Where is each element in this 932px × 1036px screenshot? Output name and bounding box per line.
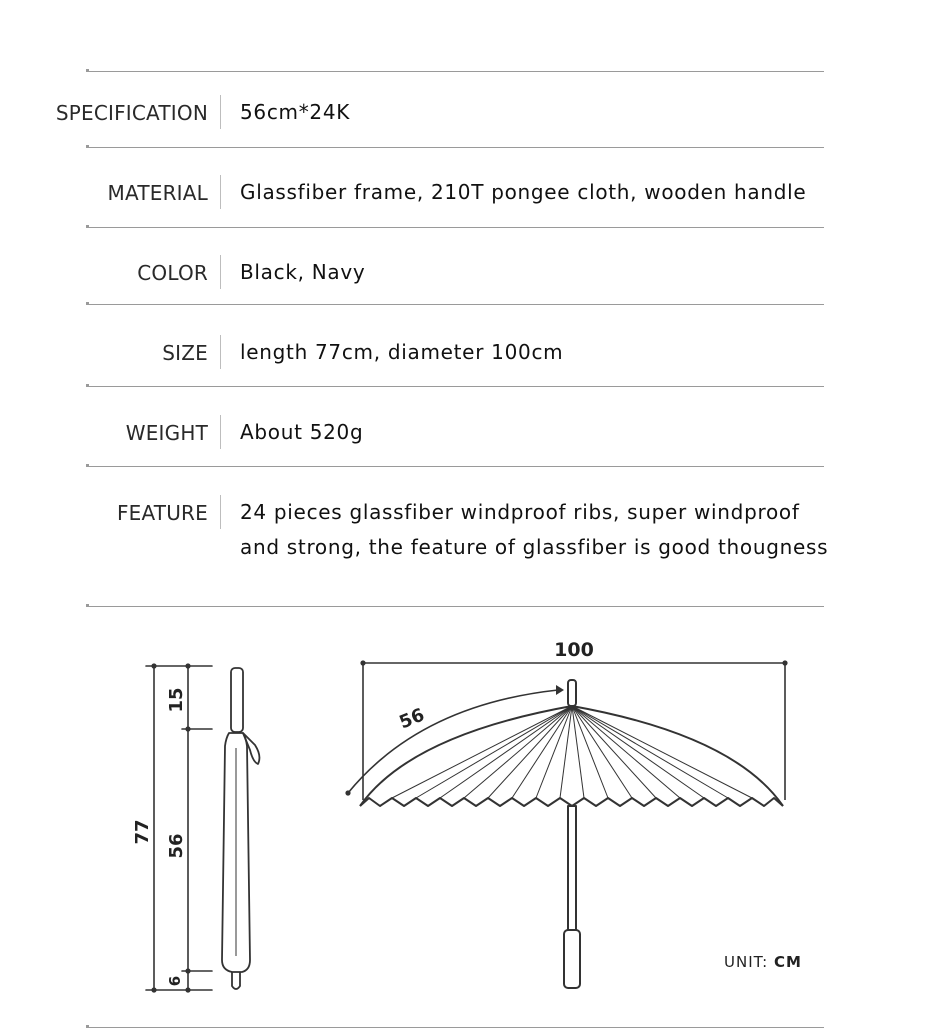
spec-value: 56cm*24K: [240, 100, 351, 124]
closed-umbrella-drawing: [222, 668, 259, 989]
dim-middle-segment: 56: [166, 833, 187, 859]
spec-label: FEATURE: [116, 501, 208, 525]
spec-value: Black, Navy: [240, 260, 366, 284]
divider: [88, 147, 824, 148]
dim-diameter: 100: [554, 639, 594, 661]
spec-separator: [220, 335, 221, 369]
spec-label: MATERIAL: [107, 181, 208, 205]
spec-separator: [220, 415, 221, 449]
spec-value: About 520g: [240, 420, 364, 444]
unit-label: UNIT:: [724, 953, 769, 971]
spec-label: SIZE: [162, 341, 208, 365]
spec-value: Glassfiber frame, 210T pongee cloth, wooden handle: [240, 180, 807, 204]
unit-value: CM: [773, 953, 802, 971]
unit-note: [724, 953, 802, 971]
divider: [88, 466, 824, 467]
dim-total-length: 77: [132, 819, 153, 845]
divider: [88, 71, 824, 72]
divider: [88, 304, 824, 305]
divider: [88, 227, 824, 228]
divider: [88, 386, 824, 387]
spec-separator: [220, 95, 221, 129]
spec-label: COLOR: [137, 261, 208, 285]
spec-value-line2: and strong, the feature of glassfiber is good thougness: [240, 535, 829, 559]
spec-separator: [220, 255, 221, 289]
spec-label: WEIGHT: [125, 421, 208, 445]
spec-separator: [220, 175, 221, 209]
open-umbrella-drawing: [360, 680, 783, 988]
spec-value-line1: 24 pieces glassfiber windproof ribs, super windproof: [240, 500, 800, 524]
dim-top-segment: 15: [166, 687, 187, 713]
spec-separator: [220, 495, 221, 529]
dim-bottom-segment: 6: [166, 975, 184, 987]
spec-value: length 77cm, diameter 100cm: [240, 340, 564, 364]
spec-label: SPECIFICATION: [55, 101, 208, 125]
dim-rib-length: 56: [396, 704, 428, 734]
